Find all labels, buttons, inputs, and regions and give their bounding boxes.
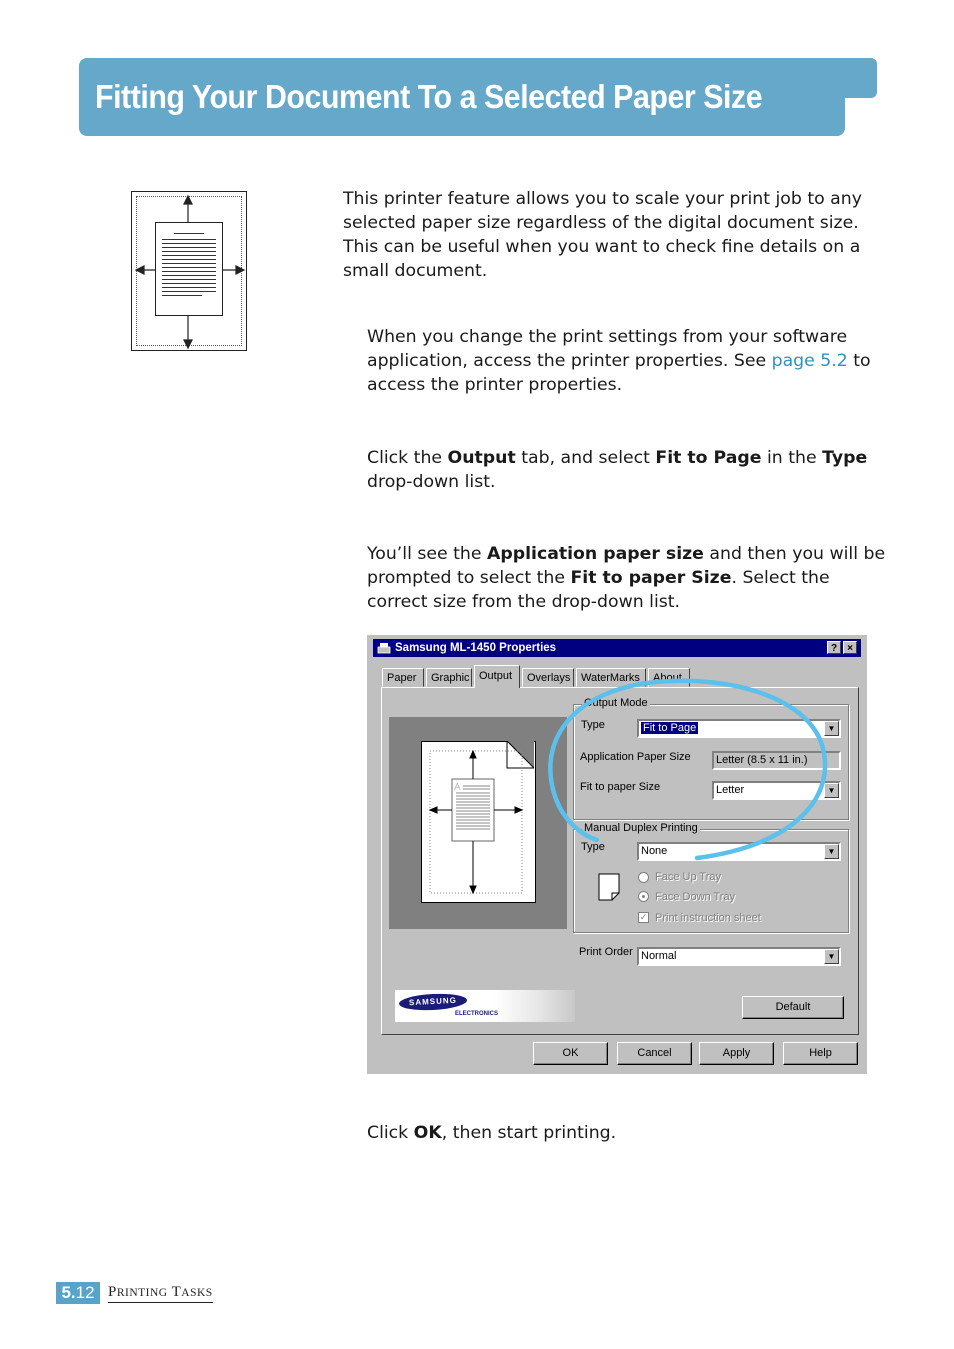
help-title-button[interactable]: ? xyxy=(827,641,841,654)
default-button[interactable]: Default xyxy=(742,996,844,1019)
page-number-badge: 5.12 xyxy=(56,1282,100,1304)
apply-button[interactable]: Apply xyxy=(699,1042,774,1065)
tab-about[interactable]: About xyxy=(648,668,690,687)
tab-graphic[interactable]: Graphic xyxy=(426,668,472,687)
type-label: Type xyxy=(581,719,605,731)
intro-paragraph: This printer feature allows you to scale your print job to any selected paper size regardless of the digital document size. This can be useful when you want to check fine details on a small document. xyxy=(343,189,862,281)
chapter-name: PRINTING TASKS xyxy=(108,1283,213,1303)
tab-output[interactable]: Output xyxy=(474,665,520,688)
chevron-down-icon[interactable]: ▼ xyxy=(824,949,839,964)
samsung-logo: SAMSUNG ELECTRONICS xyxy=(395,990,575,1022)
face-up-label: Face Up Tray xyxy=(655,871,722,883)
fit-to-paper-size-select[interactable]: Letter ▼ xyxy=(712,781,841,800)
tab-paper[interactable]: Paper xyxy=(382,668,424,687)
page-title: Fitting Your Document To a Selected Paper Size xyxy=(95,78,763,115)
page-link[interactable]: page 5.2 xyxy=(771,351,848,371)
step-3: You’ll see the Application paper size and then you will be prompted to select the Fit to paper Size. Select the correct size from the drop-down list. xyxy=(367,544,886,612)
duplex-type-select[interactable]: None ▼ xyxy=(637,842,841,861)
title-banner xyxy=(79,58,845,136)
print-instruction-label: Print instruction sheet xyxy=(655,912,761,924)
close-button[interactable]: × xyxy=(843,641,857,654)
fit-to-paper-size-label: Fit to paper Size xyxy=(580,781,661,793)
printer-properties-dialog xyxy=(367,635,867,1074)
print-instruction-checkbox[interactable]: ✓ xyxy=(639,912,648,922)
chevron-down-icon[interactable]: ▼ xyxy=(824,721,839,736)
highlight-ellipse xyxy=(367,635,867,1074)
output-mode-label: Output Mode xyxy=(584,697,648,709)
chevron-down-icon[interactable]: ▼ xyxy=(824,783,839,798)
print-order-select[interactable]: Normal ▼ xyxy=(637,947,841,966)
print-order-label: Print Order xyxy=(579,946,633,958)
step-1: When you change the print settings from your software application, access the printer properties. See page 5.2 to access the printer properties. xyxy=(367,327,871,395)
type-select[interactable]: Fit to Page ▼ xyxy=(637,719,841,738)
application-paper-size-label: Application Paper Size xyxy=(580,751,691,763)
application-paper-size-field: Letter (8.5 x 11 in.) xyxy=(712,751,841,770)
svg-text:A: A xyxy=(454,782,461,793)
tab-overlays[interactable]: Overlays xyxy=(522,668,574,687)
fit-to-page-icon xyxy=(131,191,247,351)
step-4: Click OK, then start printing. xyxy=(367,1123,617,1143)
help-button[interactable]: Help xyxy=(783,1042,858,1065)
chevron-down-icon[interactable]: ▼ xyxy=(824,844,839,859)
manual-duplex-label: Manual Duplex Printing xyxy=(584,822,698,834)
face-down-label: Face Down Tray xyxy=(655,891,736,903)
tab-watermarks[interactable]: WaterMarks xyxy=(576,668,646,687)
cancel-button[interactable]: Cancel xyxy=(617,1042,692,1065)
ok-button[interactable]: OK xyxy=(533,1042,608,1065)
step-2: Click the Output tab, and select Fit to Page in the Type drop-down list. xyxy=(367,448,868,492)
duplex-type-label: Type xyxy=(581,841,605,853)
dialog-title: Samsung ML-1450 Properties xyxy=(395,642,557,654)
